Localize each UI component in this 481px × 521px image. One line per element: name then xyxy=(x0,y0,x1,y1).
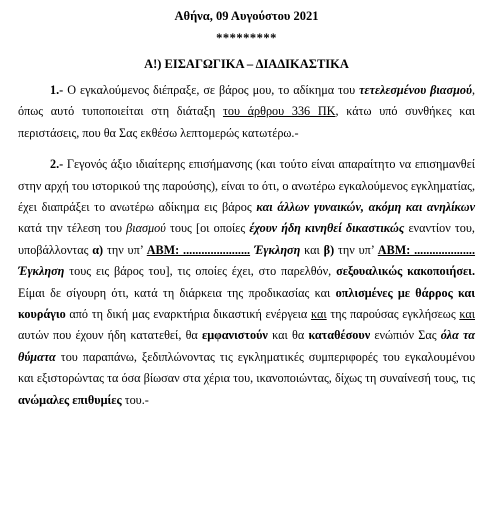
text: εναντίον του, υποβάλλοντας xyxy=(18,221,475,257)
emphasis: Έγκληση xyxy=(18,264,65,279)
emphasis: και άλλων γυναικών, ακόμη και ανηλίκων xyxy=(256,200,475,215)
text: αυτών που έχουν ήδη κατατεθεί, θα xyxy=(18,328,203,343)
emphasis: οπλισμένες με θάρρος και κουράγιο xyxy=(18,285,475,322)
text: την υπ’ xyxy=(334,242,378,257)
section-title: Α!) ΕΙΣΑΓΩΓΙΚΑ – ΔΙΑΔΙΚΑΣΤΙΚΑ xyxy=(144,57,349,71)
text: και xyxy=(300,242,324,257)
emphasis: σεξουαλικώς κακοποιήσει. xyxy=(336,264,476,279)
text: , όπως αυτό τυποποιείται στη διάταξη xyxy=(18,83,476,119)
text: την υπ’ xyxy=(103,242,147,257)
text: τους [οι οποίες xyxy=(165,221,250,236)
list-marker: α) xyxy=(92,242,104,257)
text: του.- xyxy=(121,392,149,407)
emphasis: και xyxy=(310,307,327,322)
text: και θα xyxy=(267,328,309,343)
text: από τη δική μας εναρκτήρια δικαστική ενέργεια xyxy=(65,307,311,322)
date-line: Αθήνα, 09 Αυγούστου 2021 xyxy=(174,9,319,23)
text: , κάτω υπό συνθήκες και περιστάσεις, που θα Σας εκθέσω λεπτομερώς κατωτέρω.- xyxy=(18,104,475,140)
separator: ********* xyxy=(216,31,277,45)
emphasis: τετελεσμένου βιασμού xyxy=(359,83,472,97)
case-reference: ΑΒΜ: .................... xyxy=(377,242,476,257)
text: του παραπάνω, ξεδιπλώνοντας τις εγκληματικές συμπεριφορές του εγκαλουμένου και εξιστορώντας τα όσα βίωσαν στα χέρια του, ικανοποιώντας, δίχως τη συναίνεσή τους, τις xyxy=(18,349,475,386)
text: της παρούσας εγκλήσεως xyxy=(326,307,460,322)
text: Ο εγκαλούμενος διέπραξε, σε βάρος μου, το αδίκημα του xyxy=(63,83,360,97)
paragraph-2 xyxy=(18,154,475,411)
emphasis: έχουν ήδη κινηθεί δικαστικώς xyxy=(249,221,405,236)
emphasis: όλα τα θύματα xyxy=(18,328,475,364)
text: Είμαι δε σίγουρη ότι, κατά τη διάρκεια της προδικασίας και xyxy=(18,285,336,300)
emphasis: βιασμού xyxy=(126,221,166,236)
text: ενώπιόν Σας xyxy=(370,328,441,343)
text: τους εις βάρος του], τις οποίες έχει, στο παρελθόν, xyxy=(64,264,337,279)
emphasis: καταθέσουν xyxy=(308,328,371,343)
list-marker: β) xyxy=(323,242,335,257)
emphasis: Έγκληση xyxy=(253,242,301,257)
text: κατά την τέλεση του xyxy=(18,221,127,236)
paragraph-2-number: 2.- xyxy=(50,157,64,172)
emphasis: εμφανιστούν xyxy=(202,328,268,343)
law-reference: του άρθρου 336 ΠΚ xyxy=(222,104,336,119)
text: Γεγονός άξιο ιδιαίτερης επισήμανσης (και τούτο είναι απαραίτητο να επισημανθεί στην αρχή του ιστορικού της παρούσης), είναι το ότι, ο ανωτέρω εγκαλούμενος εγκληματίας, έχει διαπράξει το ανωτέρω αδίκημα εις βάρος xyxy=(18,157,475,215)
paragraph-1 xyxy=(18,80,475,144)
emphasis: και xyxy=(459,307,476,322)
emphasis: ανώμαλες επιθυμίες xyxy=(18,392,122,407)
case-reference: ΑΒΜ: ...................... xyxy=(146,242,251,257)
paragraph-1-number: 1.- xyxy=(50,83,64,97)
